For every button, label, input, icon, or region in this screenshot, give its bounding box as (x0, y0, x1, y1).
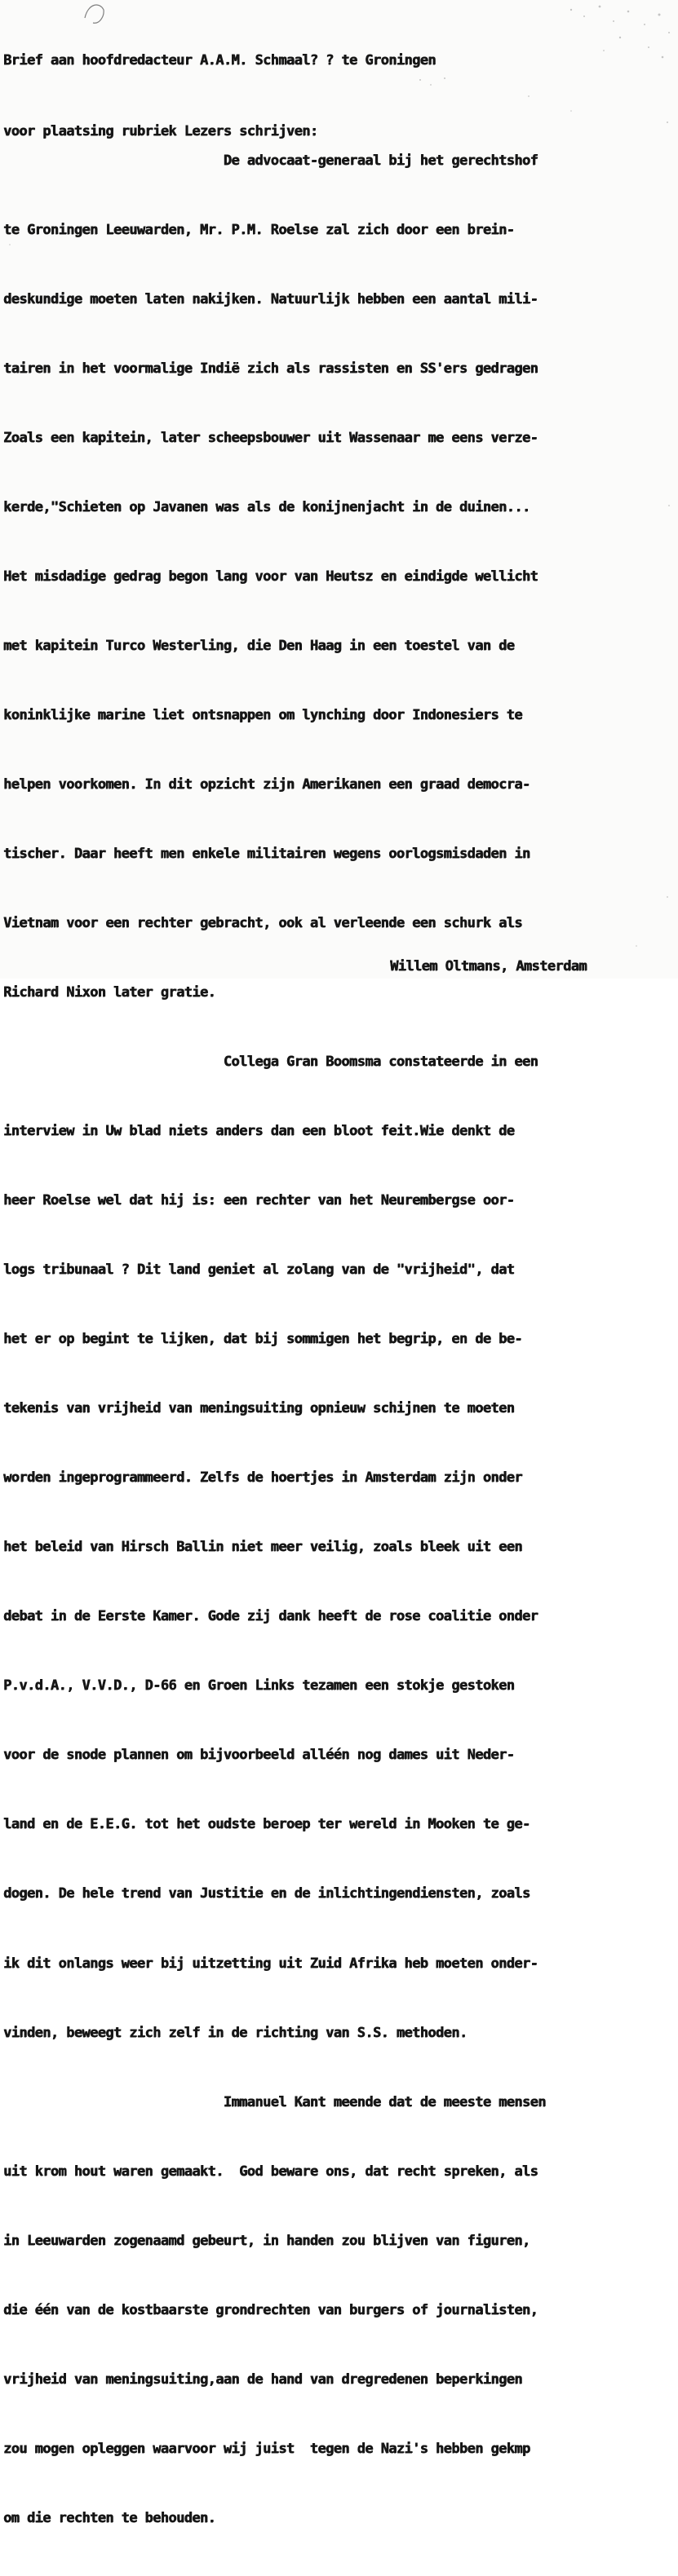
body-line: zou mogen opleggen waarvoor wij juist tegen de Nazi's hebben gekmp (3, 2440, 530, 2457)
body-line: voor de snode plannen om bijvoorbeeld alléén nog dames uit Neder- (3, 1747, 515, 1764)
body-line: Richard Nixon later gratie. (3, 984, 216, 1001)
letter-body (3, 103, 546, 2576)
body-line: deskundige moeten laten nakijken. Natuurlijk hebben een aantal mili- (3, 290, 538, 307)
body-line: in Leeuwarden zogenaamd gebeurt, in handen zou blijven van figuren, (3, 2232, 530, 2249)
body-line: die één van de kostbaarste grondrechten van burgers of journalisten, (3, 2301, 538, 2318)
body-line: interview in Uw blad niets anders dan een bloot feit.Wie denkt de (3, 1123, 515, 1140)
body-line: helpen voorkomen. In dit opzicht zijn Amerikanen een graad democra- (3, 775, 530, 793)
body-line: tairen in het voormalige Indië zich als rassisten en SS'ers gedragen (3, 360, 538, 377)
body-line: tischer. Daar heeft men enkele militairen wegens oorlogsmisdaden in (3, 846, 530, 862)
body-line: dogen. De hele trend van Justitie en de inlichtingendiensten, zoals (3, 1885, 530, 1902)
body-line: ik dit onlangs weer bij uitzetting uit Zuid Afrika heb moeten onder- (3, 1955, 538, 1972)
body-line: om die rechten te behouden. (3, 2509, 216, 2526)
body-line: met kapitein Turco Westerling, die Den Haag in een toestel van de (3, 637, 515, 654)
body-line: kerde,"Schieten op Javanen was als de konijnenjacht in de duinen... (3, 498, 530, 515)
body-line: tekenis van vrijheid van meningsuiting opnieuw schijnen te moeten (3, 1400, 515, 1417)
body-line: het beleid van Hirsch Ballin niet meer veilig, zoals bleek uit een (3, 1539, 522, 1556)
body-line: Zoals een kapitein, later scheepsbouwer uit Wassenaar me eens verze- (3, 429, 538, 446)
body-line: Vietnam voor een rechter gebracht, ook al verleende een schurk als (3, 915, 522, 932)
body-line: debat in de Eerste Kamer. Gode zij dank heeft de rose coalitie onder (3, 1608, 538, 1625)
body-line: te Groningen Leeuwarden, Mr. P.M. Roelse zal zich door een brein- (3, 221, 515, 238)
body-line: heer Roelse wel dat hij is: een rechter van het Neurembergse oor- (3, 1192, 515, 1209)
body-line: vinden, beweegt zich zelf in de richting van S.S. methoden. (3, 2024, 468, 2041)
signature: Willem Oltmans, Amsterdam (390, 958, 587, 974)
body-line: het er op begint te lijken, dat bij sommigen het begrip, en de be- (3, 1331, 522, 1348)
header-line-1: Brief aan hoofdredacteur A.A.M. Schmaal? ? te Groningen (3, 52, 436, 68)
body-line: koninklijke marine liet ontsnappen om lynching door Indonesiers te (3, 706, 522, 723)
body-line: logs tribunaal ? Dit land geniet al zolang van de "vrijheid", dat (3, 1261, 515, 1279)
body-line: Het misdadige gedrag begon lang voor van Heutsz en eindigde wellicht (3, 568, 538, 585)
body-line: vrijheid van meningsuiting,aan de hand van dregredenen beperkingen (3, 2371, 522, 2388)
body-line: Collega Gran Boomsma constateerde in een (3, 1054, 538, 1071)
body-line: De advocaat-generaal bij het gerechtshof (3, 152, 538, 169)
body-line: worden ingeprogrammeerd. Zelfs de hoertjes in Amsterdam zijn onder (3, 1469, 522, 1487)
header-line-2: voor plaatsing rubriek Lezers schrijven: (3, 123, 318, 139)
body-line: uit krom hout waren gemaakt. God beware ons, dat recht spreken, als (3, 2163, 538, 2180)
body-line: land en de E.E.G. tot het oudste beroep ter wereld in Mooken te ge- (3, 1816, 530, 1833)
body-line: Immanuel Kant meende dat de meeste mensen (3, 2093, 546, 2110)
body-line: P.v.d.A., V.V.D., D-66 en Groen Links tezamen een stokje gestoken (3, 1677, 515, 1695)
